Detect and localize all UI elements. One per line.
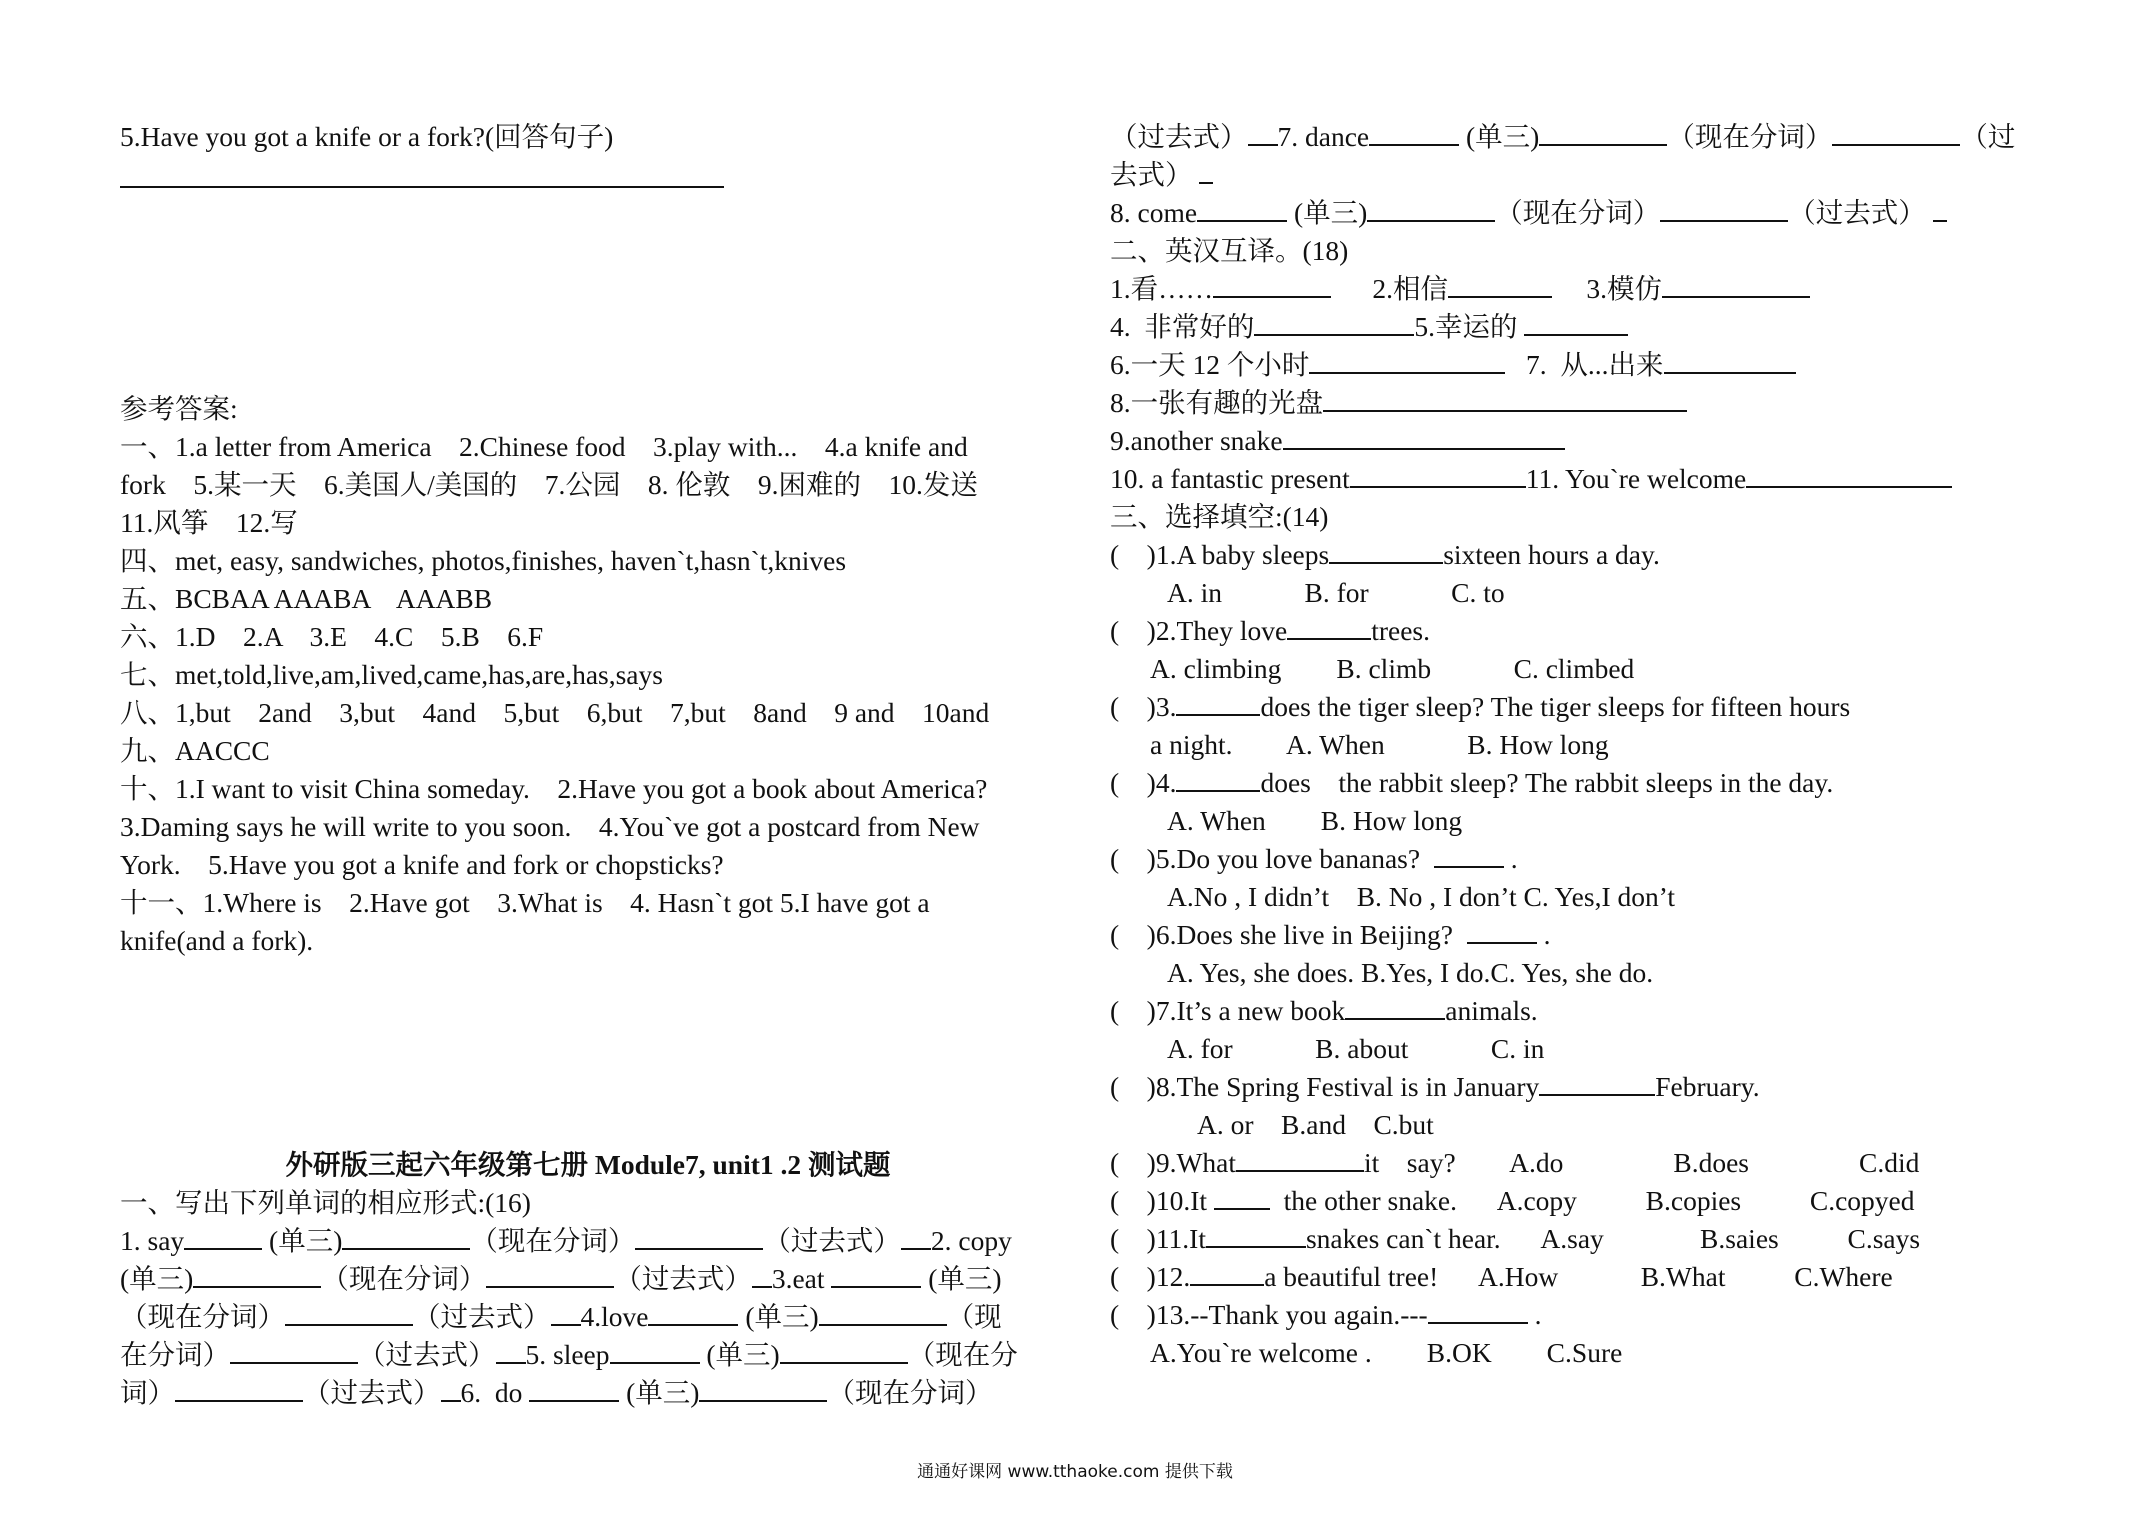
question-5-prompt: 5.Have you got a knife or a fork?(回答句子) bbox=[120, 121, 614, 152]
label-third-person: (单三) bbox=[269, 1225, 343, 1256]
question-text: does the rabbit sleep? The rabbit sleeps in the day. bbox=[1260, 767, 1834, 798]
blank[interactable] bbox=[1434, 840, 1504, 868]
label-present-participle-part: （现在分 bbox=[907, 1339, 1018, 1370]
blank[interactable] bbox=[1367, 194, 1495, 222]
word-eat: 3.eat bbox=[771, 1263, 825, 1294]
translate-item: 4. 非常好的 bbox=[1110, 311, 1255, 342]
label-third-person: (单三) bbox=[706, 1339, 780, 1370]
blank[interactable] bbox=[1309, 346, 1505, 374]
blank[interactable] bbox=[1287, 612, 1371, 640]
question-text: )5.Do you love bananas? bbox=[1146, 843, 1421, 874]
blank[interactable] bbox=[1197, 194, 1287, 222]
answer-paren[interactable]: ( bbox=[1110, 539, 1120, 570]
question-8 bbox=[1110, 1068, 2060, 1106]
answer-line-text: 七、met,told,live,am,lived,came,has,are,has,says bbox=[120, 659, 663, 690]
label-present-participle-part: （现 bbox=[946, 1301, 1002, 1332]
word-dance: 7. dance bbox=[1277, 121, 1370, 152]
label-past-tense: （过去式） bbox=[1788, 197, 1926, 228]
label-present-participle: （现在分词） bbox=[120, 1301, 285, 1332]
answer-line-text: York. 5.Have you got a knife and fork or chopsticks? bbox=[120, 849, 724, 880]
blank[interactable] bbox=[1933, 194, 1947, 222]
answer-paren[interactable]: ( bbox=[1110, 919, 1120, 950]
question-text: )1.A baby sleeps bbox=[1146, 539, 1330, 570]
blank[interactable] bbox=[752, 1260, 772, 1288]
blank[interactable] bbox=[1664, 346, 1796, 374]
blank[interactable] bbox=[1329, 536, 1443, 564]
blank[interactable] bbox=[1832, 118, 1960, 146]
blank[interactable] bbox=[901, 1222, 931, 1250]
question-7 bbox=[1110, 992, 2060, 1030]
blank[interactable] bbox=[1323, 384, 1687, 412]
label-past-tense-part: （过 bbox=[1960, 121, 2016, 152]
question-text: )8.The Spring Festival is in January bbox=[1146, 1071, 1540, 1102]
blank[interactable] bbox=[635, 1222, 763, 1250]
blank[interactable] bbox=[1662, 270, 1810, 298]
word-do: 6. do bbox=[460, 1377, 523, 1408]
question-12 bbox=[1110, 1258, 2060, 1296]
translate-item: 9.another snake bbox=[1110, 425, 1283, 456]
question-7-options: A. for B. about C. in bbox=[1167, 1033, 1545, 1064]
blank[interactable] bbox=[1206, 1220, 1306, 1248]
answer-line-text: 十一、1.Where is 2.Have got 3.What is 4. Hasn`t got 5.I have got a bbox=[120, 887, 930, 918]
section-1-continued bbox=[1110, 118, 2060, 232]
label-present-participle-part: 词） bbox=[120, 1377, 175, 1408]
question-3-options: a night. A. When B. How long bbox=[1150, 729, 1609, 760]
question-text: a beautiful tree! A.How B.What C.Where bbox=[1264, 1261, 1893, 1292]
question-8-options: A. or B.and C.but bbox=[1197, 1109, 1434, 1140]
answer-line-text: fork 5.某一天 6.美国人/美国的 7.公园 8. 伦敦 9.困难的 10.发送 bbox=[120, 469, 978, 500]
label-third-person: (单三) bbox=[928, 1263, 1002, 1294]
label-present-participle: （现在分词） bbox=[321, 1263, 487, 1294]
blank[interactable] bbox=[648, 1298, 738, 1326]
label-past-tense: （过去式） bbox=[763, 1225, 901, 1256]
label-past-tense: （过去式） bbox=[413, 1301, 551, 1332]
answer-line-text: 九、AACCC bbox=[120, 735, 270, 766]
blank[interactable] bbox=[486, 1260, 614, 1288]
answers-heading: 参考答案: bbox=[120, 393, 238, 424]
blank[interactable] bbox=[1254, 308, 1414, 336]
question-13 bbox=[1110, 1296, 2060, 1334]
label-present-participle: （现在分词） bbox=[827, 1377, 993, 1408]
label-past-tense: （过去式） bbox=[614, 1263, 752, 1294]
blank[interactable] bbox=[610, 1336, 700, 1364]
blank[interactable] bbox=[831, 1260, 921, 1288]
translate-item: 8.一张有趣的光盘 bbox=[1110, 387, 1324, 418]
blank[interactable] bbox=[1369, 118, 1459, 146]
section-2-translation bbox=[1110, 270, 2060, 498]
question-9 bbox=[1110, 1144, 2060, 1182]
word-copy: 2. copy bbox=[930, 1225, 1012, 1256]
word-sleep: 5. sleep bbox=[525, 1339, 610, 1370]
question-13-options: A.You`re welcome . B.OK C.Sure bbox=[1150, 1337, 1623, 1368]
question-10 bbox=[1110, 1182, 2060, 1220]
question-text: )10.It bbox=[1146, 1185, 1208, 1216]
label-past-tense: （过去式） bbox=[1110, 121, 1248, 152]
blank[interactable] bbox=[1350, 460, 1526, 488]
translate-item: 2.相信 bbox=[1372, 273, 1448, 304]
question-text: . bbox=[1503, 843, 1518, 874]
blank[interactable] bbox=[441, 1374, 461, 1402]
test-title: 外研版三起六年级第七册 Module7, unit1 .2 测试题 bbox=[285, 1149, 891, 1180]
label-present-participle: （现在分词） bbox=[1495, 197, 1661, 228]
question-text: )6.Does she live in Beijing? bbox=[1146, 919, 1453, 950]
question-text: sixteen hours a day. bbox=[1443, 539, 1660, 570]
blank[interactable] bbox=[496, 1336, 526, 1364]
question-3 bbox=[1110, 688, 2060, 726]
section-3-multiple-choice bbox=[1110, 536, 2060, 1372]
answer-paren[interactable]: ( bbox=[1110, 995, 1120, 1026]
translate-item: 6.一天 12 个小时 bbox=[1110, 349, 1310, 380]
right-column bbox=[1110, 118, 2060, 1372]
question-text: the other snake. A.copy B.copies C.copyed bbox=[1269, 1185, 1915, 1216]
section-3-heading: 三、选择填空:(14) bbox=[1110, 501, 1329, 532]
blank[interactable] bbox=[1467, 916, 1537, 944]
answer-line-text: 十、1.I want to visit China someday. 2.Have you got a book about America? bbox=[120, 773, 988, 804]
blank[interactable] bbox=[819, 1298, 947, 1326]
question-text: snakes can`t hear. A.say B.saies C.says bbox=[1305, 1223, 1921, 1254]
blank[interactable] bbox=[1539, 118, 1667, 146]
label-past-tense-part: 去式） bbox=[1110, 159, 1193, 190]
label-third-person: (单三) bbox=[120, 1263, 194, 1294]
question-text: February. bbox=[1655, 1071, 1760, 1102]
blank[interactable] bbox=[1190, 1258, 1264, 1286]
label-third-person: (单三) bbox=[745, 1301, 819, 1332]
translate-item: 11. You`re welcome bbox=[1525, 463, 1747, 494]
blank[interactable] bbox=[699, 1374, 827, 1402]
answer-line-text: 六、1.D 2.A 3.E 4.C 5.B 6.F bbox=[120, 621, 544, 652]
answer-paren[interactable]: ( bbox=[1110, 1185, 1120, 1216]
answer-line-text: 11.风筝 12.写 bbox=[120, 507, 298, 538]
label-past-tense: （过去式） bbox=[303, 1377, 441, 1408]
question-6 bbox=[1110, 916, 2060, 954]
section-2-heading: 二、英汉互译。(18) bbox=[1110, 235, 1349, 266]
translate-item: 10. a fantastic present bbox=[1110, 463, 1350, 494]
blank[interactable] bbox=[529, 1374, 619, 1402]
answer-line bbox=[120, 156, 724, 188]
blank[interactable] bbox=[175, 1374, 303, 1402]
label-third-person: (单三) bbox=[1293, 197, 1368, 228]
blank[interactable] bbox=[1539, 1068, 1655, 1096]
answer-paren[interactable]: ( bbox=[1110, 1147, 1120, 1178]
question-text: )4. bbox=[1146, 767, 1177, 798]
blank[interactable] bbox=[1448, 270, 1552, 298]
blank[interactable] bbox=[1176, 764, 1260, 792]
question-2-options: A. climbing B. climb C. climbed bbox=[1150, 653, 1635, 684]
blank[interactable] bbox=[1248, 118, 1278, 146]
blank[interactable] bbox=[1524, 308, 1628, 336]
blank[interactable] bbox=[780, 1336, 908, 1364]
answer-paren[interactable]: ( bbox=[1110, 1299, 1120, 1330]
blank[interactable] bbox=[1214, 1182, 1270, 1210]
question-5 bbox=[1110, 840, 2060, 878]
answer-paren[interactable]: ( bbox=[1110, 1261, 1120, 1292]
blank[interactable] bbox=[285, 1298, 413, 1326]
label-present-participle-part: 在分词） bbox=[120, 1339, 230, 1370]
blank[interactable] bbox=[1283, 422, 1565, 450]
blank[interactable] bbox=[342, 1222, 470, 1250]
blank[interactable] bbox=[1199, 156, 1213, 184]
blank[interactable] bbox=[193, 1260, 321, 1288]
answer-line-text: 四、met, easy, sandwiches, photos,finishes, haven`t,hasn`t,knives bbox=[120, 545, 847, 576]
question-11 bbox=[1110, 1220, 2060, 1258]
question-4-options: A. When B. How long bbox=[1167, 805, 1463, 836]
word-love: 4.love bbox=[580, 1301, 649, 1332]
answer-paren[interactable]: ( bbox=[1110, 615, 1120, 646]
question-text: )3. bbox=[1146, 691, 1177, 722]
translate-item: 1.看…… bbox=[1110, 273, 1214, 304]
label-third-person: (单三) bbox=[1466, 121, 1540, 152]
question-text: )11.It bbox=[1146, 1223, 1206, 1254]
blank[interactable] bbox=[1236, 1144, 1364, 1172]
question-text: )9.What bbox=[1146, 1147, 1237, 1178]
answer-line-text: 3.Daming says he will write to you soon. 4.You`ve got a postcard from New bbox=[120, 811, 980, 842]
answer-paren[interactable]: ( bbox=[1110, 691, 1120, 722]
question-text: )2.They love bbox=[1146, 615, 1288, 646]
question-text: it say? A.do B.does C.did bbox=[1364, 1147, 1920, 1178]
question-text: animals. bbox=[1445, 995, 1538, 1026]
answer-paren[interactable]: ( bbox=[1110, 843, 1120, 874]
label-present-participle: （现在分词） bbox=[470, 1225, 636, 1256]
answer-key bbox=[120, 428, 1056, 960]
blank[interactable] bbox=[1746, 460, 1952, 488]
answer-paren[interactable]: ( bbox=[1110, 767, 1120, 798]
question-text: )12. bbox=[1146, 1261, 1191, 1292]
question-1 bbox=[1110, 536, 2060, 574]
question-2 bbox=[1110, 612, 2060, 650]
blank[interactable] bbox=[551, 1298, 581, 1326]
question-5-options: A.No , I didn’t B. No , I don’t C. Yes,I don’t bbox=[1167, 881, 1676, 912]
label-third-person: (单三) bbox=[626, 1377, 700, 1408]
answer-line-text: knife(and a fork). bbox=[120, 925, 314, 956]
section-1-heading: 一、写出下列单词的相应形式:(16) bbox=[120, 1187, 531, 1218]
question-text: . bbox=[1536, 919, 1551, 950]
blank[interactable] bbox=[230, 1336, 358, 1364]
blank[interactable] bbox=[1213, 270, 1331, 298]
answer-paren[interactable]: ( bbox=[1110, 1223, 1120, 1254]
label-past-tense: （过去式） bbox=[358, 1339, 496, 1370]
answer-line-text: 八、1,but 2and 3,but 4and 5,but 6,but 7,but 8and 9 and 10and bbox=[120, 697, 990, 728]
blank[interactable] bbox=[1176, 688, 1260, 716]
blank[interactable] bbox=[184, 1222, 262, 1250]
translate-item: 5.幸运的 bbox=[1414, 311, 1518, 342]
answer-line-text: 五、BCBAA AAABA AAABB bbox=[120, 583, 493, 614]
blank[interactable] bbox=[1660, 194, 1788, 222]
answer-line-text: 一、1.a letter from America 2.Chinese food 3.play with... 4.a knife and bbox=[120, 431, 968, 462]
page-footer: 通通好课网 www.tthaoke.com 提供下载 bbox=[917, 1462, 1233, 1482]
question-1-options: A. in B. for C. to bbox=[1167, 577, 1505, 608]
translate-item: 3.模仿 bbox=[1586, 273, 1662, 304]
question-6-options: A. Yes, she does. B.Yes, I do.C. Yes, she do. bbox=[1167, 957, 1654, 988]
translate-item: 7. 从...出来 bbox=[1526, 349, 1664, 380]
label-present-participle: （现在分词） bbox=[1667, 121, 1833, 152]
word-come: 8. come bbox=[1110, 197, 1198, 228]
section-1-word-forms bbox=[120, 1222, 1056, 1412]
question-text: )7.It’s a new book bbox=[1146, 995, 1346, 1026]
blank[interactable] bbox=[1345, 992, 1445, 1020]
question-text: )13.--Thank you again.--- bbox=[1146, 1299, 1428, 1330]
question-4 bbox=[1110, 764, 2060, 802]
question-text: . bbox=[1527, 1299, 1542, 1330]
blank[interactable] bbox=[1428, 1296, 1528, 1324]
question-text: does the tiger sleep? The tiger sleeps for fifteen hours bbox=[1260, 691, 1851, 722]
answer-paren[interactable]: ( bbox=[1110, 1071, 1120, 1102]
question-text: trees. bbox=[1371, 615, 1430, 646]
left-column bbox=[120, 118, 1056, 1412]
word-say: 1. say bbox=[120, 1225, 185, 1256]
